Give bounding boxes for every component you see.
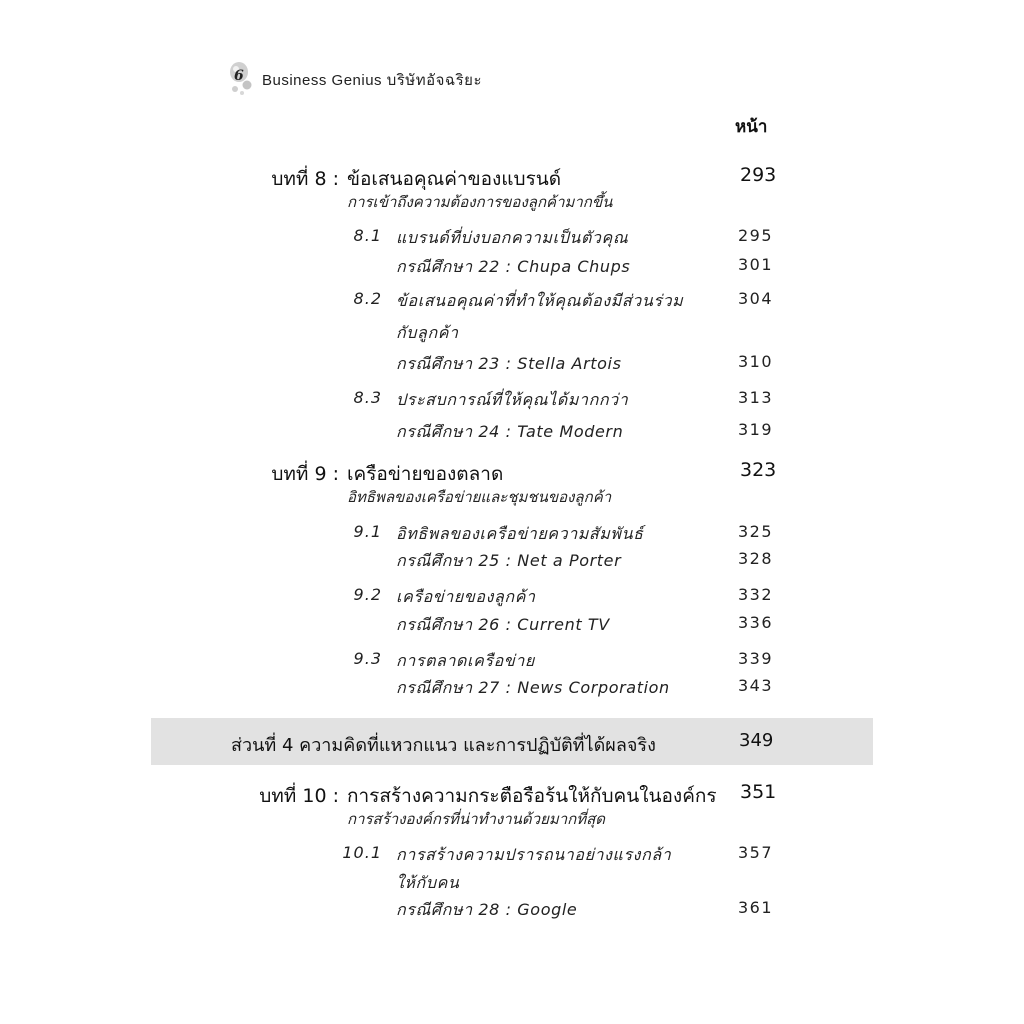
chapter-page: 323 [740,459,777,481]
section-title: ข้อเสนอคุณค่าที่ทำให้คุณต้องมีส่วนร่วม [396,291,684,310]
section-page: 313 [738,388,774,407]
section-number: 8.3 [353,388,382,407]
section-number: 8.2 [353,289,382,308]
section-page: 357 [738,843,774,862]
section-title: อิทธิพลของเครือข่ายความสัมพันธ์ [396,524,644,543]
section-title: ประสบการณ์ที่ให้คุณได้มากกว่า [396,390,629,409]
case-study-title: กรณีศึกษา 26 : Current TV [396,615,610,634]
chapter-label: บทที่ 8 : [271,168,339,190]
section-page: 339 [738,649,774,668]
chapter-title: ข้อเสนอคุณค่าของแบรนด์ [347,168,562,190]
case-study-page: 310 [738,352,774,371]
case-study-title: กรณีศึกษา 24 : Tate Modern [396,422,624,441]
case-study-page: 301 [738,255,774,274]
book-title: Business Genius บริษัทอัจฉริยะ [262,72,482,89]
case-study-title: กรณีศึกษา 25 : Net a Porter [396,551,622,570]
section-number: 9.2 [353,585,382,604]
section-page: 332 [738,585,774,604]
case-study-page: 319 [738,420,774,439]
page-number: 6 [234,68,244,84]
chapter-label: บทที่ 10 : [259,785,339,807]
case-study-page: 336 [738,613,774,632]
part-banner [151,718,873,765]
case-study-page: 328 [738,549,774,568]
section-title-continued: ให้กับคน [396,873,460,892]
section-title-continued: กับลูกค้า [396,323,459,342]
chapter-subtitle: การสร้างองค์กรที่น่าทำงานด้วยมากที่สุด [347,810,606,828]
section-number: 10.1 [342,843,382,862]
chapter-title: การสร้างความกระตือรือร้นให้กับคนในองค์กร [347,785,717,807]
section-page: 295 [738,226,774,245]
chapter-subtitle: อิทธิพลของเครือข่ายและชุมชนของลูกค้า [347,488,612,506]
page-column-heading: หน้า [735,117,768,137]
part-title: ส่วนที่ 4 ความคิดที่แหวกแนว และการปฏิบัติที่ได้ผลจริง [231,735,656,756]
section-title: การตลาดเครือข่าย [396,651,535,670]
case-study-title: กรณีศึกษา 27 : News Corporation [396,678,670,697]
part-page: 349 [739,730,774,751]
chapter-page: 293 [740,164,777,186]
chapter-subtitle: การเข้าถึงความต้องการของลูกค้ามากขึ้น [347,193,613,211]
section-page: 304 [738,289,774,308]
chapter-page: 351 [740,781,777,803]
section-number: 9.3 [353,649,382,668]
case-study-title: กรณีศึกษา 28 : Google [396,900,578,919]
section-title: เครือข่ายของลูกค้า [396,587,536,606]
chapter-label: บทที่ 9 : [271,463,339,485]
section-title: การสร้างความปรารถนาอย่างแรงกล้า [396,845,672,864]
section-title: แบรนด์ที่บ่งบอกความเป็นตัวคุณ [396,228,629,247]
section-page: 325 [738,522,774,541]
section-number: 8.1 [353,226,382,245]
chapter-title: เครือข่ายของตลาด [347,463,504,485]
case-study-title: กรณีศึกษา 22 : Chupa Chups [396,257,631,276]
section-number: 9.1 [353,522,382,541]
case-study-page: 361 [738,898,774,917]
case-study-page: 343 [738,676,774,695]
case-study-title: กรณีศึกษา 23 : Stella Artois [396,354,622,373]
